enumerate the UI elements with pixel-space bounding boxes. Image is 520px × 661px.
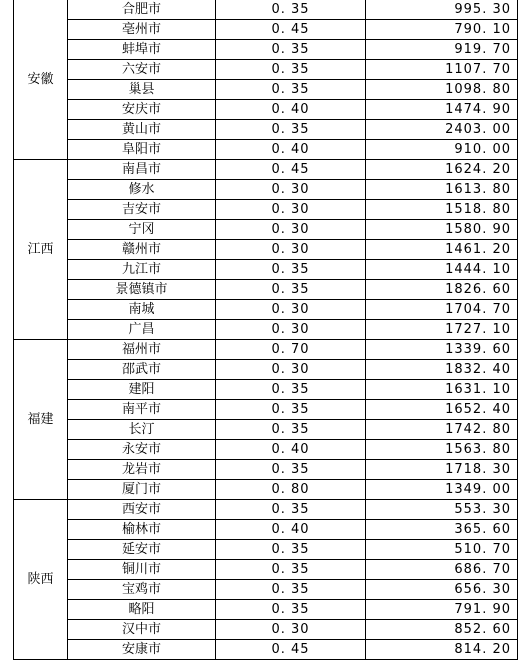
city-cell: 阜阳市	[68, 140, 216, 160]
table-row	[14, 280, 518, 300]
coefficient-cell: 0. 35	[216, 120, 366, 140]
province-cell: 福建	[14, 340, 68, 500]
value-cell: 365. 60	[366, 520, 518, 540]
table-row	[14, 300, 518, 320]
city-cell: 延安市	[68, 540, 216, 560]
value-cell: 1474. 90	[366, 100, 518, 120]
city-cell: 铜川市	[68, 560, 216, 580]
coefficient-cell: 0. 30	[216, 220, 366, 240]
value-cell: 1461. 20	[366, 240, 518, 260]
value-cell: 1518. 80	[366, 200, 518, 220]
city-cell: 巢县	[68, 80, 216, 100]
city-cell: 长汀	[68, 420, 216, 440]
coefficient-cell: 0. 35	[216, 80, 366, 100]
table-row	[14, 20, 518, 40]
city-cell: 福州市	[68, 340, 216, 360]
data-table	[13, 0, 518, 660]
city-cell: 南平市	[68, 400, 216, 420]
city-cell: 略阳	[68, 600, 216, 620]
city-cell: 西安市	[68, 500, 216, 520]
city-cell: 修水	[68, 180, 216, 200]
table-row	[14, 140, 518, 160]
value-cell: 1704. 70	[366, 300, 518, 320]
city-cell: 建阳	[68, 380, 216, 400]
coefficient-cell: 0. 30	[216, 360, 366, 380]
table-row	[14, 600, 518, 620]
coefficient-cell: 0. 35	[216, 460, 366, 480]
coefficient-cell: 0. 40	[216, 140, 366, 160]
city-cell: 宝鸡市	[68, 580, 216, 600]
coefficient-cell: 0. 30	[216, 200, 366, 220]
value-cell: 1107. 70	[366, 60, 518, 80]
table-row	[14, 340, 518, 360]
table-row	[14, 320, 518, 340]
value-cell: 1832. 40	[366, 360, 518, 380]
value-cell: 1652. 40	[366, 400, 518, 420]
value-cell: 1580. 90	[366, 220, 518, 240]
value-cell: 2403. 00	[366, 120, 518, 140]
coefficient-cell: 0. 35	[216, 400, 366, 420]
province-cell: 安徽	[14, 0, 68, 160]
coefficient-cell: 0. 30	[216, 320, 366, 340]
table-row	[14, 640, 518, 660]
table-row	[14, 200, 518, 220]
city-cell: 九江市	[68, 260, 216, 280]
coefficient-cell: 0. 35	[216, 40, 366, 60]
value-cell: 791. 90	[366, 600, 518, 620]
value-cell: 656. 30	[366, 580, 518, 600]
coefficient-cell: 0. 35	[216, 60, 366, 80]
value-cell: 814. 20	[366, 640, 518, 660]
value-cell: 1742. 80	[366, 420, 518, 440]
value-cell: 1098. 80	[366, 80, 518, 100]
value-cell: 1718. 30	[366, 460, 518, 480]
city-cell: 黄山市	[68, 120, 216, 140]
value-cell: 1444. 10	[366, 260, 518, 280]
table-row	[14, 0, 518, 20]
value-cell: 1339. 60	[366, 340, 518, 360]
table-row	[14, 540, 518, 560]
city-cell: 蚌埠市	[68, 40, 216, 60]
coefficient-cell: 0. 35	[216, 280, 366, 300]
coefficient-cell: 0. 30	[216, 180, 366, 200]
table-row	[14, 480, 518, 500]
city-cell: 邵武市	[68, 360, 216, 380]
value-cell: 510. 70	[366, 540, 518, 560]
coefficient-cell: 0. 40	[216, 100, 366, 120]
table-row	[14, 440, 518, 460]
table-row	[14, 180, 518, 200]
table-row	[14, 360, 518, 380]
coefficient-cell: 0. 35	[216, 580, 366, 600]
table-container	[13, 0, 517, 660]
table-row	[14, 100, 518, 120]
coefficient-cell: 0. 45	[216, 160, 366, 180]
coefficient-cell: 0. 35	[216, 420, 366, 440]
city-cell: 安康市	[68, 640, 216, 660]
coefficient-cell: 0. 35	[216, 500, 366, 520]
coefficient-cell: 0. 35	[216, 540, 366, 560]
city-cell: 南昌市	[68, 160, 216, 180]
table-row	[14, 500, 518, 520]
table-row	[14, 520, 518, 540]
coefficient-cell: 0. 35	[216, 560, 366, 580]
table-row	[14, 80, 518, 100]
city-cell: 永安市	[68, 440, 216, 460]
city-cell: 厦门市	[68, 480, 216, 500]
coefficient-cell: 0. 35	[216, 0, 366, 20]
city-cell: 宁冈	[68, 220, 216, 240]
province-cell: 陕西	[14, 500, 68, 660]
coefficient-cell: 0. 40	[216, 440, 366, 460]
value-cell: 1624. 20	[366, 160, 518, 180]
table-row	[14, 40, 518, 60]
coefficient-cell: 0. 80	[216, 480, 366, 500]
coefficient-cell: 0. 35	[216, 380, 366, 400]
city-cell: 合肥市	[68, 0, 216, 20]
city-cell: 龙岩市	[68, 460, 216, 480]
city-cell: 赣州市	[68, 240, 216, 260]
value-cell: 910. 00	[366, 140, 518, 160]
value-cell: 852. 60	[366, 620, 518, 640]
table-row	[14, 60, 518, 80]
city-cell: 六安市	[68, 60, 216, 80]
value-cell: 1727. 10	[366, 320, 518, 340]
table-row	[14, 220, 518, 240]
city-cell: 广昌	[68, 320, 216, 340]
value-cell: 919. 70	[366, 40, 518, 60]
coefficient-cell: 0. 30	[216, 300, 366, 320]
city-cell: 汉中市	[68, 620, 216, 640]
value-cell: 686. 70	[366, 560, 518, 580]
table-row	[14, 560, 518, 580]
city-cell: 南城	[68, 300, 216, 320]
table-body	[14, 0, 518, 660]
city-cell: 吉安市	[68, 200, 216, 220]
coefficient-cell: 0. 70	[216, 340, 366, 360]
table-row	[14, 120, 518, 140]
table-row	[14, 160, 518, 180]
table-row	[14, 420, 518, 440]
value-cell: 1631. 10	[366, 380, 518, 400]
value-cell: 790. 10	[366, 20, 518, 40]
city-cell: 榆林市	[68, 520, 216, 540]
coefficient-cell: 0. 30	[216, 620, 366, 640]
value-cell: 1563. 80	[366, 440, 518, 460]
value-cell: 1349. 00	[366, 480, 518, 500]
coefficient-cell: 0. 45	[216, 640, 366, 660]
coefficient-cell: 0. 35	[216, 600, 366, 620]
city-cell: 亳州市	[68, 20, 216, 40]
table-row	[14, 380, 518, 400]
coefficient-cell: 0. 35	[216, 260, 366, 280]
value-cell: 553. 30	[366, 500, 518, 520]
table-row	[14, 460, 518, 480]
table-row	[14, 240, 518, 260]
table-row	[14, 620, 518, 640]
table-row	[14, 400, 518, 420]
value-cell: 1826. 60	[366, 280, 518, 300]
coefficient-cell: 0. 30	[216, 240, 366, 260]
province-cell: 江西	[14, 160, 68, 340]
coefficient-cell: 0. 40	[216, 520, 366, 540]
coefficient-cell: 0. 45	[216, 20, 366, 40]
value-cell: 995. 30	[366, 0, 518, 20]
table-row	[14, 580, 518, 600]
value-cell: 1613. 80	[366, 180, 518, 200]
city-cell: 安庆市	[68, 100, 216, 120]
table-row	[14, 260, 518, 280]
city-cell: 景德镇市	[68, 280, 216, 300]
